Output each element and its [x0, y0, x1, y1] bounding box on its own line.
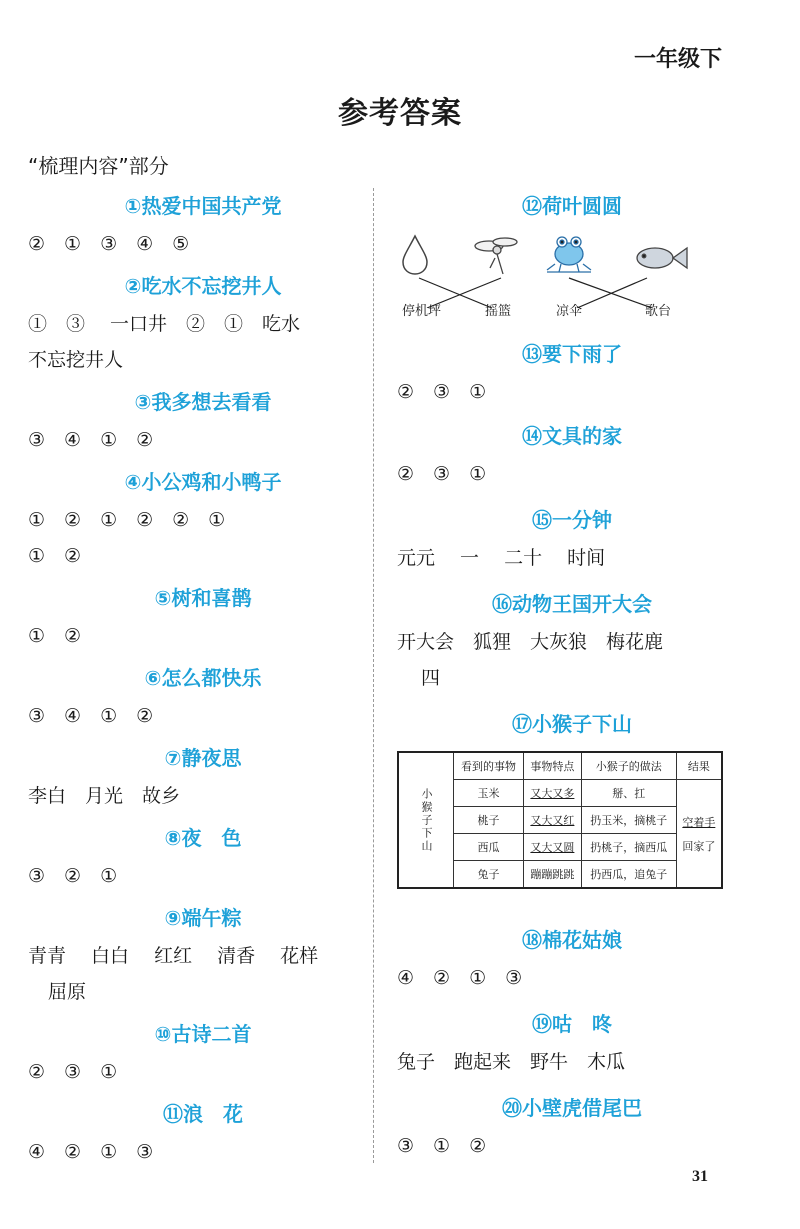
- table-cell: 蹦蹦跳跳: [524, 861, 582, 889]
- table-result-cell: [676, 780, 722, 889]
- lesson-heading: ⑫荷叶圆圆: [522, 194, 622, 218]
- table-header: 事物特点: [524, 752, 582, 780]
- grade-label: 一年级下: [633, 47, 722, 72]
- table-cell: 扔桃子，摘西瓜: [581, 834, 676, 861]
- lesson-answer: ③ ② ①: [28, 865, 118, 887]
- lesson-heading: ⑨端午粽: [164, 906, 242, 930]
- lesson-answer-cont: 不忘挖井人: [28, 349, 124, 371]
- lesson-heading: ⑲咕 咚: [532, 1012, 612, 1036]
- lesson-heading: ⑦静夜思: [164, 746, 242, 770]
- table-cell: 又大又红: [524, 807, 582, 834]
- lesson-heading: ⑧夜 色: [164, 826, 242, 850]
- match-label: 摇篮: [485, 304, 512, 319]
- lesson-answer: 开大会 狐狸 大灰狼 梅花鹿: [397, 631, 664, 653]
- lesson-heading: ⑭文具的家: [522, 424, 622, 448]
- lesson-heading: ⑪浪 花: [163, 1102, 243, 1126]
- table-side-label: 小猴子下山: [398, 752, 454, 888]
- lesson-answer: ① ③ 一口井 ② ① 吃水: [28, 313, 301, 335]
- table-cell: 玉米: [454, 780, 524, 807]
- lesson-answer: ① ② ① ② ② ①: [28, 509, 226, 531]
- lesson-answer: ② ③ ①: [28, 1061, 118, 1083]
- table-cell: 又大又多: [524, 780, 582, 807]
- lesson-heading: ⑩古诗二首: [154, 1022, 252, 1046]
- lesson-answer: ① ②: [28, 625, 82, 647]
- table-cell: 兔子: [454, 861, 524, 889]
- lesson-answer: ③ ④ ① ②: [28, 705, 154, 727]
- lesson-heading: ④小公鸡和小鸭子: [124, 470, 282, 494]
- lesson-answer: 兔子 跑起来 野牛 木瓜: [397, 1051, 626, 1073]
- table-cell: 掰、扛: [581, 780, 676, 807]
- table-cell: 西瓜: [454, 834, 524, 861]
- monkey-table: [397, 751, 723, 889]
- lesson-heading: ①热爱中国共产党: [124, 194, 282, 218]
- table-cell: 扔玉米，摘桃子: [581, 807, 676, 834]
- lesson-answer: ④ ② ① ③: [397, 967, 523, 989]
- lesson-answer: ④ ② ① ③: [28, 1141, 154, 1163]
- lesson-heading: ⑱棉花姑娘: [522, 928, 622, 952]
- lesson-answer: ③ ④ ① ②: [28, 429, 154, 451]
- lesson-heading: ⑬要下雨了: [522, 342, 622, 366]
- lesson-heading: ⑤树和喜鹊: [154, 586, 252, 610]
- lesson-heading: ②吃水不忘挖井人: [124, 274, 282, 298]
- table-header: 看到的事物: [454, 752, 524, 780]
- table-cell: 又大又圆: [524, 834, 582, 861]
- result-line: 回家了: [682, 839, 716, 853]
- lesson-heading: ⑥怎么都快乐: [144, 666, 262, 690]
- lesson-answer: ③ ① ②: [397, 1135, 487, 1157]
- table-cell: 扔西瓜，追兔子: [581, 861, 676, 889]
- lesson-answer-cont: 四: [421, 667, 441, 689]
- lesson-answer: ② ③ ①: [397, 463, 487, 485]
- match-label: 歌台: [645, 304, 672, 319]
- lesson-heading: ⑰小猴子下山: [512, 712, 632, 736]
- lesson-answer-cont: 屈原: [48, 981, 87, 1003]
- lesson-heading: ⑯动物王国开大会: [492, 592, 652, 616]
- frog-icon: [547, 237, 591, 272]
- lesson-heading: ⑮一分钟: [532, 508, 612, 532]
- matching-illustration: [397, 228, 697, 308]
- table-header: 小猴子的做法: [581, 752, 676, 780]
- result-line: 空着手: [682, 815, 716, 829]
- water-drop-icon: [403, 236, 427, 274]
- table-cell: 桃子: [454, 807, 524, 834]
- lesson-answer: 青青 白白 红红 清香 花样: [28, 945, 319, 967]
- match-label: 停机坪: [402, 304, 442, 319]
- page-title: 参考答案: [338, 96, 462, 131]
- lesson-answer-cont: ① ②: [28, 545, 82, 567]
- dragonfly-icon: [475, 238, 517, 274]
- section-title: “梳理内容”部分: [28, 154, 169, 178]
- lesson-answer: 李白 月光 故乡: [28, 785, 181, 807]
- match-line: [577, 278, 647, 308]
- fish-icon: [637, 248, 687, 268]
- lesson-answer: ② ③ ①: [397, 381, 487, 403]
- lesson-answer: 元元 一 二十 时间: [397, 547, 606, 569]
- lesson-heading: ③我多想去看看: [134, 390, 272, 414]
- match-label: 凉伞: [556, 304, 583, 319]
- lesson-answer: ② ① ③ ④ ⑤: [28, 233, 190, 255]
- page-number: 31: [692, 1168, 708, 1185]
- lesson-heading: ⑳小壁虎借尾巴: [502, 1096, 642, 1120]
- table-header: 结果: [676, 752, 722, 780]
